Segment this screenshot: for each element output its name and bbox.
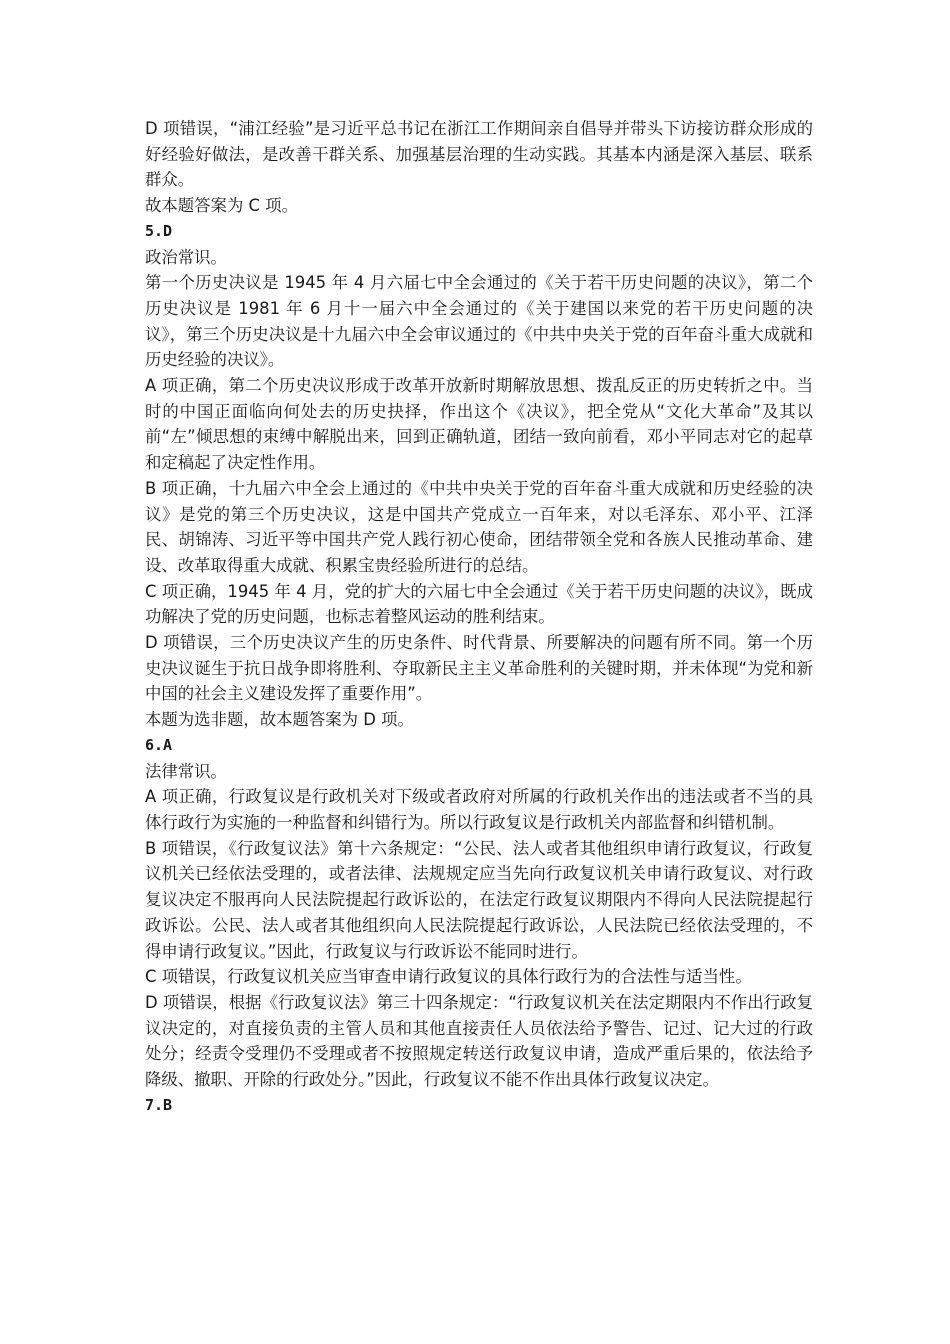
paragraph: D 项错误，根据《行政复议法》第三十四条规定：“行政复议机关在法定期限内不作出行政复议决定的，对直接负责的主管人员和其他直接责任人员依法给予警告、记过、记大过的行政处分；经责令受理仍不受理或者不按照规定转送行政复议申请，造成严重后果的，依法给予降级、撤职、开除的行政处分。”因此，行政复议不能不作出具体行政复议决定。 — [145, 992, 813, 1090]
paragraph: D 项错误，三个历史决议产生的历史条件、时代背景、所要解决的问题有所不同。第一个历史决议诞生于抗日战争即将胜利、夺取新民主主义革命胜利的关键时期，并未体现“为党和新中国的社会主义建设发挥了重要作用”。 — [145, 633, 813, 704]
paragraph: C 项正确，1945 年 4 月，党的扩大的六届七中全会通过《关于若干历史问题的决议》，既成功解决了党的历史问题，也标志着整风运动的胜利结束。 — [145, 581, 813, 627]
paragraph: B 项错误，《行政复议法》第十六条规定：“公民、法人或者其他组织申请行政复议，行政复议机关已经依法受理的，或者法律、法规规定应当先向行政复议机关申请行政复议、对行政复议决定不服再向人民法院提起行政诉讼的，在法定行政复议期限内不得向人民法院提起行政诉讼。公民、法人或者其他组织向人民法院提起行政诉讼，人民法院已经依法受理的，不得申请行政复议。”因此，行政复议与行政诉讼不能同时进行。 — [145, 838, 813, 961]
paragraph: B 项正确，十九届六中全会上通过的《中共中央关于党的百年奋斗重大成就和历史经验的决议》是党的第三个历史决议，这是中国共产党成立一百年来，对以毛泽东、邓小平、江泽民、胡锦涛、习近平等中国共产党人践行初心使命，团结带领全党和各族人民推动革命、建设、改革取得重大成就、积累宝贵经验所进行的总结。 — [145, 478, 813, 575]
paragraph: 第一个历史决议是 1945 年 4 月六届七中全会通过的《关于若干历史问题的决议》，第二个历史决议是 1981 年 6 月十一届六中全会通过的《关于建国以来党的若干历史问题的决议》，第三个历史决议是十九届六中全会审议通过的《中共中央关于党的百年奋斗重大成就和历史经验的决议》。 — [145, 273, 813, 370]
paragraph: 本题为选非题，故本题答案为 D 项。 — [145, 710, 414, 730]
paragraph: 故本题答案为 C 项。 — [145, 196, 298, 216]
question-number: 5.D — [145, 221, 173, 240]
paragraph: 法律常识。 — [145, 761, 227, 781]
paragraph: 政治常识。 — [145, 247, 227, 267]
question-number: 6.A — [145, 735, 173, 754]
paragraph: A 项正确，第二个历史决议形成于改革开放新时期解放思想、拨乱反正的历史转折之中。当时的中国正面临向何处去的历史抉择，作出这个《决议》，把全党从“文化大革命”及其以前“左”倾思想的束缚中解脱出来，回到正确轨道，团结一致向前看，邓小平同志对它的起草和定稿起了决定性作用。 — [145, 376, 813, 473]
paragraph: C 项错误，行政复议机关应当审查申请行政复议的具体行政行为的合法性与适当性。 — [145, 967, 752, 987]
document-body — [145, 116, 813, 1118]
paragraph: A 项正确，行政复议是行政机关对下级或者政府对所属的行政机关作出的违法或者不当的具体行政行为实施的一种监督和纠错行为。所以行政复议是行政机关内部监督和纠错机制。 — [145, 787, 813, 832]
question-number: 7.B — [145, 1095, 173, 1114]
paragraph: D 项错误，“浦江经验”是习近平总书记在浙江工作期间亲自倡导并带头下访接访群众形成的好经验好做法，是改善干群关系、加强基层治理的生动实践。其基本内涵是深入基层、联系群众。 — [145, 119, 813, 190]
